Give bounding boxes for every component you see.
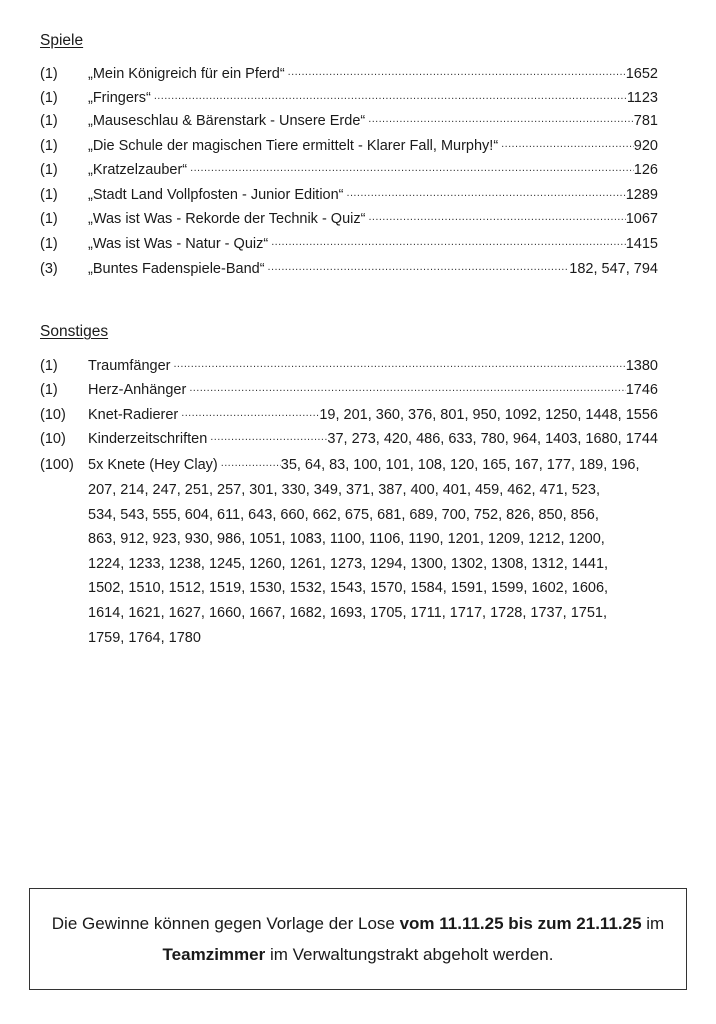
notice-room: Teamzimmer [162,945,266,964]
section-title-spiele: Spiele [40,32,84,49]
item-quantity: (10) [40,431,66,448]
numbers-line: 1502, 1510, 1512, 1519, 1530, 1532, 1543, 1570, 1584, 1591, 1599, 1602, 1606, [88,580,609,597]
list-item [40,209,658,234]
item-numbers: 781 [633,113,658,130]
item-numbers: 1289 [625,186,658,203]
item-name: „Mein Königreich für ein Pferd“ [88,65,285,82]
item-name: Knet-Radierer [88,406,179,423]
numbers-line: 1759, 1764, 1780 [88,629,201,646]
pickup-notice-box [29,888,687,990]
item-numbers: 19, 201, 360, 376, 801, 950, 1092, 1250, 1448, 1556 [319,406,658,423]
item-name: Kinderzeitschriften [88,431,208,448]
dot-leader [347,184,626,199]
item-quantity: (1) [40,137,58,154]
item-quantity: (1) [40,90,58,107]
item-name: „Mauseschlau & Bärenstark - Unsere Erde“ [88,113,366,130]
list-item [40,234,658,259]
list-item [40,135,658,160]
list-item [40,88,658,111]
list-item [40,429,658,454]
item-numbers: 1746 [625,382,658,399]
item-name: „Kratzelzauber“ [88,162,188,179]
item-quantity: (3) [40,260,58,277]
item-name: 5x Knete (Hey Clay) [88,457,218,474]
item-name: „Stadt Land Vollpfosten - Junior Edition“ [88,186,344,203]
item-quantity: (100) [40,457,74,474]
list-item [40,258,658,283]
item-name: „Fringers“ [88,90,151,107]
spiele-list [40,63,658,283]
knete-first-line [88,453,658,478]
numbers-line: 207, 214, 247, 251, 257, 301, 330, 349, 371, 387, 400, 401, 459, 462, 471, 523, [88,481,600,498]
dot-leader [210,429,327,444]
item-quantity: (1) [40,113,58,130]
item-quantity: (1) [40,236,58,253]
dot-leader [501,135,634,150]
item-name: „Was ist Was - Natur - Quiz“ [88,236,269,253]
notice-text: Die Gewinne können gegen Vorlage der Lose [51,914,400,933]
item-quantity: (1) [40,162,58,179]
item-numbers: 1067 [625,211,658,228]
item-quantity: (10) [40,406,66,423]
numbers-line: 1224, 1233, 1238, 1245, 1260, 1261, 1273, 1294, 1300, 1302, 1308, 1312, 1441, [88,555,609,572]
notice-dates: vom 11.11.25 bis zum 21.11.25 [399,914,642,933]
item-quantity: (1) [40,186,58,203]
dot-leader [154,88,627,103]
dot-leader [221,455,281,470]
knete-numbers-block [88,453,658,650]
item-numbers: 1415 [625,236,658,253]
list-item [40,184,658,209]
list-item [40,404,658,429]
item-quantity: (1) [40,211,58,228]
dot-leader [190,160,634,175]
dot-leader [288,63,626,78]
item-numbers: 1123 [626,90,658,107]
dot-leader [189,380,625,395]
numbers-line: 1614, 1621, 1627, 1660, 1667, 1682, 1693, 1705, 1711, 1717, 1728, 1737, 1751, [88,604,607,621]
item-numbers: 37, 273, 420, 486, 633, 780, 964, 1403, 1680, 1744 [327,431,658,448]
section-title-sonstiges: Sonstiges [40,323,109,340]
numbers-line: 863, 912, 923, 930, 986, 1051, 1083, 1100, 1106, 1190, 1201, 1209, 1212, 1200, [88,531,605,548]
item-numbers: 126 [633,162,658,179]
item-name: „Was ist Was - Rekorde der Technik - Quiz“ [88,211,366,228]
list-item [40,160,658,185]
item-name: „Die Schule der magischen Tiere ermittelt - Klarer Fall, Murphy!“ [88,137,499,154]
dot-leader [173,355,625,370]
item-numbers: 35, 64, 83, 100, 101, 108, 120, 165, 167, 177, 189, 196, [280,457,640,474]
item-quantity: (1) [40,382,58,399]
dot-leader [368,209,625,224]
item-name: Traumfänger [88,357,171,374]
item-numbers: 1380 [625,357,658,374]
dot-leader [368,111,634,126]
notice-text: im Verwaltungstrakt abgeholt werden. [265,945,554,964]
item-name: „Buntes Fadenspiele-Band“ [88,260,265,277]
pickup-notice-text [50,908,666,970]
item-numbers: 920 [633,137,658,154]
list-item [40,355,658,380]
item-numbers: 182, 547, 794 [569,260,658,277]
list-item [40,111,658,136]
dot-leader [271,234,626,249]
notice-text: im [641,914,665,933]
item-numbers: 1652 [625,65,658,82]
dot-leader [268,258,570,273]
item-name: Herz-Anhänger [88,382,187,399]
list-item [40,63,658,88]
list-item [40,380,658,405]
item-quantity: (1) [40,357,58,374]
item-quantity: (1) [40,65,58,82]
list-item-knete [40,453,658,650]
sonstiges-list [40,355,658,650]
dot-leader [181,404,319,419]
numbers-line: 534, 543, 555, 604, 611, 643, 660, 662, 675, 681, 689, 700, 752, 826, 850, 856, [88,506,599,523]
